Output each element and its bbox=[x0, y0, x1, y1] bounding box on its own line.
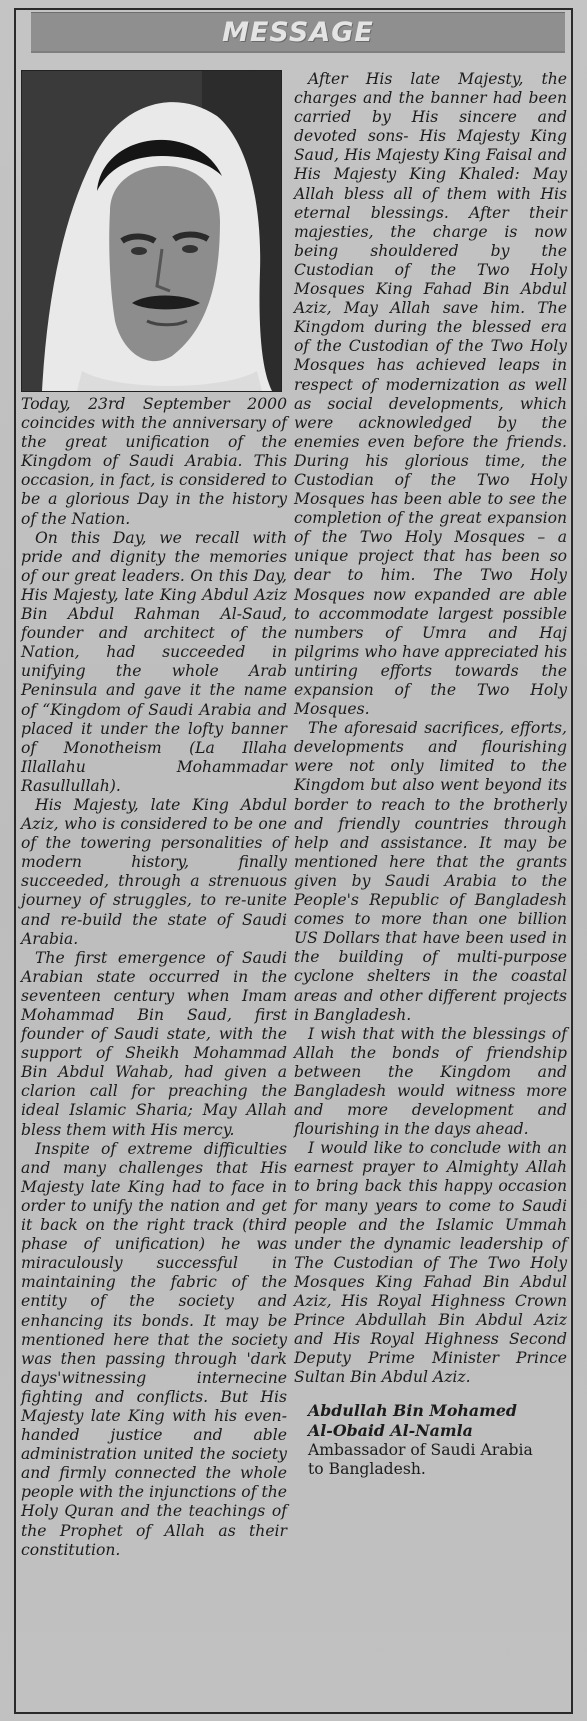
signatory-title-continued: to Bangladesh. bbox=[308, 1460, 426, 1479]
article-paragraph: Today, 23rd September 2000 coincides with the anniversary of the great unification of the Kingdom of Saudi Arabia. This occasion, in fact, is considered to be a glorious Day in the history of the Nation. bbox=[21, 395, 287, 528]
portrait-photo bbox=[21, 70, 282, 392]
article-paragraph: The aforesaid sacrifices, efforts, developments and flourishing were not only limited to the Kingdom but also went beyond its border to reach to the brotherly and friendly countries through help and assistance. It may be mentioned here that the grants given by Saudi Arabia to the People's Republic of Bangladesh comes to more than one billion US Dollars that have been used in the building of multi-purpose cyclone shelters in the coastal areas and other different projects in Bangladesh. bbox=[294, 719, 567, 1024]
article-paragraph: On this Day, we recall with pride and dignity the memories of our great leaders. On this Day, His Majesty, late King Abdul Aziz Bin Abdul Rahman Al-Saud, founder and architect of the Nation, had succeeded in unifying the whole Arab Peninsula and gave it the name of “Kingdom of Saudi Arabia and placed it under the lofty banner of Monotheism (La Illaha Illallahu Mohammadar Rasullullah). bbox=[21, 528, 287, 795]
portrait-image bbox=[22, 71, 281, 391]
page-title: MESSAGE bbox=[222, 17, 374, 48]
signatory-name: Abdullah Bin Mohamed bbox=[308, 1401, 517, 1421]
left-article-column bbox=[21, 395, 287, 1560]
right-article-column bbox=[294, 70, 567, 1479]
article-paragraph: The first emergence of Saudi Arabian state occurred in the seventeen century when Imam Mohammad Bin Saud, first founder of Saudi state, with the support of Sheikh Mohammad Bin Abdul Wahab, had given a clarion call for preaching the ideal Islamic Sharia; May Allah bless them with His mercy. bbox=[21, 948, 287, 1139]
article-paragraph: His Majesty, late King Abdul Aziz, who is considered to be one of the towering personalities of modern history, finally succeeded, through a strenuous journey of struggles, to re-unite and re-build the state of Saudi Arabia. bbox=[21, 795, 287, 948]
article-paragraph: I wish that with the blessings of Allah the bonds of friendship between the Kingdom and Bangladesh would witness more and more development and flourishing in the days ahead. bbox=[294, 1024, 567, 1139]
signature-block bbox=[294, 1401, 567, 1479]
article-paragraph: Inspite of extreme difficulties and many challenges that His Majesty late King had to face in order to unify the nation and get it back on the right track (third phase of unification) he was miraculously successful in maintaining the fabric of the entity of the society and enhancing its bonds. It may be mentioned here that the society was then passing through 'dark days'witnessing internecine fighting and conflicts. But His Majesty late King with his even-handed justice and able administration united the society and firmly connected the whole people with the injunctions of the Holy Quran and the teachings of the Prophet of Allah as their constitution. bbox=[21, 1139, 287, 1559]
signatory-name-continued: Al-Obaid Al-Namla bbox=[308, 1421, 473, 1441]
header-banner bbox=[31, 12, 565, 53]
article-paragraph: I would like to conclude with an earnest prayer to Almighty Allah to bring back this happy occasion for many years to come to Saudi people and the Islamic Ummah under the dynamic leadership of The Custodian of The Two Holy Mosques King Fahad Bin Abdul Aziz, His Royal Highness Crown Prince Abdullah Bin Abdul Aziz and His Royal Highness Second Deputy Prime Minister Prince Sultan Bin Abdul Aziz. bbox=[294, 1139, 567, 1387]
article-paragraph: After His late Majesty, the charges and the banner had been carried by His sincere and devoted sons- His Majesty King Saud, His Majesty King Faisal and His Majesty King Khaled: May Allah bless all of them with His eternal blessings. After their majesties, the charge is now being shouldered by the Custodian of the Two Holy Mosques King Fahad Bin Abdul Aziz, May Allah save him. The Kingdom during the blessed era of the Custodian of the Two Holy Mosques has achieved leaps in respect of modernization as well as social developments, which were acknowledged by the enemies even before the friends. During his glorious time, the Custodian of the Two Holy Mosques has been able to see the completion of the great expansion of the Two Holy Mosques – a unique project that has been so dear to him. The Two Holy Mosques now expanded are able to accommodate largest possible numbers of Umra and Haj pilgrims who have appreciated his untiring efforts towards the expansion of the Two Holy Mosques. bbox=[294, 70, 567, 719]
signatory-title: Ambassador of Saudi Arabia bbox=[308, 1441, 533, 1460]
